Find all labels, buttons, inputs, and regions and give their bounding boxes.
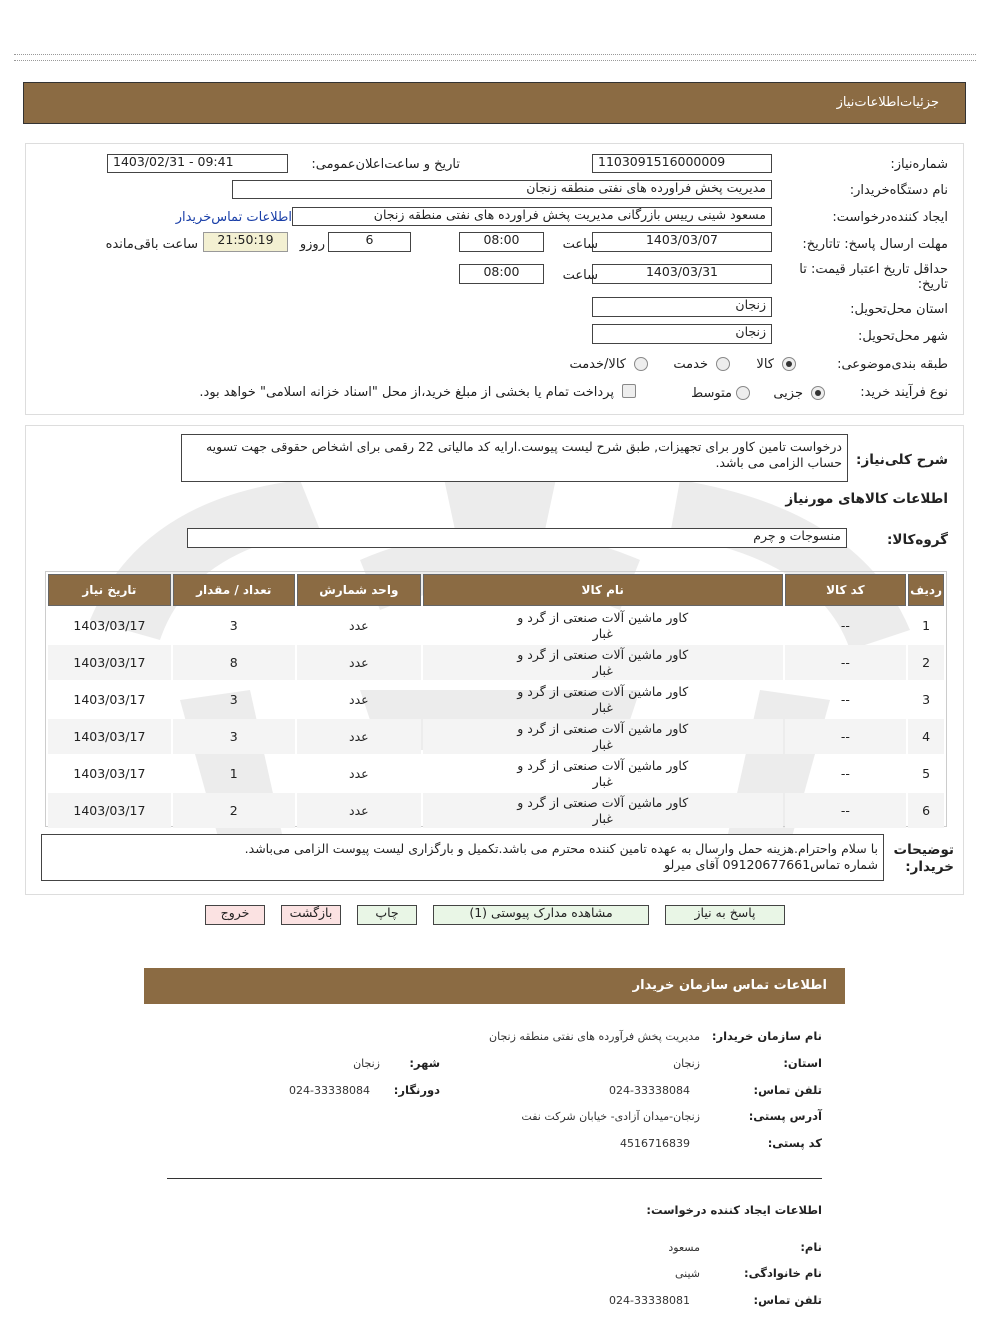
category-option-goods: کالا bbox=[756, 357, 774, 372]
cell-unit: عدد bbox=[297, 719, 421, 754]
process-option-medium: متوسط bbox=[691, 386, 732, 401]
deadline-date-field: 1403/03/07 bbox=[592, 232, 772, 252]
back-button[interactable]: بازگشت bbox=[281, 905, 341, 925]
cell-row: 2 bbox=[908, 645, 944, 680]
cell-unit: عدد bbox=[297, 645, 421, 680]
validity-label: حداقل تاریخ اعتبار قیمت: تا تاریخ: bbox=[799, 262, 948, 292]
remaining-label: ساعت باقی‌مانده bbox=[105, 237, 198, 252]
cell-row: 1 bbox=[922, 618, 931, 633]
cell-code: -- bbox=[785, 793, 907, 828]
province-label: استان محل‌تحویل: bbox=[850, 302, 948, 317]
attachments-button[interactable]: مشاهده مدارک پیوستی (1) bbox=[433, 905, 649, 925]
table-row bbox=[48, 682, 944, 717]
process-radio-medium[interactable] bbox=[736, 386, 750, 400]
process-label: نوع فرآیند خرید: bbox=[860, 385, 948, 400]
category-radio-service[interactable] bbox=[716, 357, 730, 371]
table-row bbox=[48, 608, 944, 643]
goods-table bbox=[46, 572, 946, 830]
days-field: 6 bbox=[328, 232, 411, 252]
col-qty: تعداد / مقدار bbox=[173, 574, 295, 606]
buyer-notes-field bbox=[41, 834, 884, 881]
category-radio-both[interactable] bbox=[634, 357, 648, 371]
cell-name bbox=[423, 719, 783, 754]
need-number-label: شماره‌نیاز: bbox=[890, 157, 948, 172]
cell-name bbox=[423, 608, 783, 643]
contact-divider bbox=[167, 1178, 822, 1179]
contact-header bbox=[144, 968, 845, 1004]
table-row bbox=[48, 719, 944, 754]
process-option-minor: جزیی bbox=[773, 386, 803, 401]
goods-section-title: اطلاعات کالاهای مورنیاز bbox=[785, 491, 948, 507]
contact-province-value: زنجان bbox=[673, 1057, 700, 1070]
treasury-checkbox[interactable] bbox=[622, 384, 636, 398]
cell-unit: عدد bbox=[349, 766, 369, 781]
cell-row: 3 bbox=[922, 692, 931, 707]
category-option-service: خدمت bbox=[673, 357, 708, 372]
cell-unit: عدد bbox=[349, 692, 369, 707]
cell-date: 1403/03/17 bbox=[48, 719, 171, 754]
cell-date: 1403/03/17 bbox=[73, 618, 146, 633]
category-option-both: کالا/خدمت bbox=[569, 357, 626, 372]
contact-org-label: نام سازمان خریدار: bbox=[711, 1029, 822, 1043]
need-number-field: 1103091516000009 bbox=[592, 154, 772, 173]
contact-org-value: مدیریت پخش فرآورده های نفتی منطقه زنجان bbox=[489, 1030, 700, 1043]
buyer-notes-line2: شماره تماس09120677661 آقای میرلو bbox=[664, 857, 878, 872]
cell-qty: 8 bbox=[173, 645, 295, 680]
cell-row: 6 bbox=[908, 793, 944, 828]
contact-city-value: زنجان bbox=[353, 1057, 380, 1070]
contact-province-label: استان: bbox=[783, 1056, 822, 1070]
creator-phone-value: 024-33338081 bbox=[609, 1294, 690, 1307]
table-row bbox=[48, 793, 944, 828]
category-label: طبقه بندی‌موضوعی: bbox=[837, 357, 948, 372]
cell-code: -- bbox=[785, 719, 907, 754]
deadline-label: مهلت ارسال پاسخ: تاتاریخ: bbox=[802, 237, 948, 252]
cell-date: 1403/03/17 bbox=[73, 692, 146, 707]
description-field: درخواست تامین کاور برای تجهیزات, طبق شرح لیست پیوست.ارایه کد مالیاتی 22 رقمی برای اشخاص حقوقی جهت تسویه حساب الزامی می باشد. bbox=[181, 434, 848, 482]
col-row: ردیف bbox=[908, 574, 944, 606]
description-label: شرح کلی‌نیاز: bbox=[856, 452, 948, 468]
cell-name bbox=[423, 756, 783, 791]
cell-name bbox=[423, 645, 783, 680]
buyer-org-label: نام دستگاه‌خریدار: bbox=[849, 183, 948, 198]
process-radio-minor[interactable] bbox=[811, 386, 825, 400]
contact-fax-value: 024-33338084 bbox=[289, 1084, 370, 1097]
contact-fax-label: دورنگار: bbox=[393, 1083, 440, 1097]
contact-postal-value: 4516716839 bbox=[620, 1137, 690, 1150]
cell-code: -- bbox=[785, 645, 907, 680]
validity-time-label: ساعت bbox=[562, 268, 598, 283]
col-unit: واحد شمارش bbox=[297, 574, 421, 606]
category-radio-goods[interactable] bbox=[782, 357, 796, 371]
cell-name-text: کاور ماشین آلات صنعتی از گرد و غبار bbox=[517, 646, 689, 678]
contact-city-label: شهر: bbox=[409, 1056, 440, 1070]
cell-name-text: کاور ماشین آلات صنعتی از گرد و غبار bbox=[517, 794, 689, 826]
cell-name-text: کاور ماشین آلات صنعتی از گرد و غبار bbox=[517, 683, 689, 715]
contact-address-value: زنجان-میدان آزادی- خیابان شرکت نفت bbox=[521, 1110, 700, 1123]
page-title: جزئیات‌اطلاعات‌نیاز bbox=[836, 95, 939, 110]
contact-phone-label: تلفن تماس: bbox=[753, 1083, 822, 1097]
goods-table-wrap bbox=[45, 571, 947, 827]
cell-qty: 2 bbox=[173, 793, 295, 828]
cell-code: -- bbox=[840, 692, 850, 707]
contact-phone-value: 024-33338084 bbox=[609, 1084, 690, 1097]
col-date: تاریخ نیاز bbox=[48, 574, 171, 606]
cell-code: -- bbox=[840, 766, 850, 781]
cell-name-text: کاور ماشین آلات صنعتی از گرد و غبار bbox=[517, 757, 689, 789]
creator-info-title: اطلاعات ایجاد کننده درخواست: bbox=[646, 1203, 822, 1217]
deadline-time-field: 08:00 bbox=[459, 232, 544, 252]
cell-qty: 1 bbox=[229, 766, 238, 781]
cell-name-text: کاور ماشین آلات صنعتی از گرد و غبار bbox=[517, 609, 689, 641]
contact-postal-label: کد پستی: bbox=[767, 1136, 822, 1150]
cell-qty: 3 bbox=[229, 692, 238, 707]
cell-name bbox=[423, 682, 783, 717]
buyer-org-field: مدیریت پخش فراورده های نفتی منطقه زنجان bbox=[232, 180, 772, 199]
creator-family-label: نام خانوادگی: bbox=[744, 1266, 822, 1280]
reply-button[interactable]: پاسخ به نیاز bbox=[665, 905, 785, 925]
table-row bbox=[48, 645, 944, 680]
creator-label: ایجاد کننده‌درخواست: bbox=[832, 210, 948, 225]
cell-row: 5 bbox=[922, 766, 931, 781]
creator-phone-label: تلفن تماس: bbox=[753, 1293, 822, 1307]
contact-address-label: آدرس پستی: bbox=[748, 1109, 822, 1123]
announce-label: تاریخ و ساعت‌اعلان‌عمومی: bbox=[311, 157, 460, 172]
cell-name bbox=[423, 793, 783, 828]
buyer-contact-link[interactable]: اطلاعات تماس‌خریدار bbox=[175, 210, 292, 225]
payment-note: پرداخت تمام یا بخشی از مبلغ خرید،از محل "اسناد خزانه اسلامی" خواهد بود. bbox=[199, 385, 614, 400]
remaining-timer: 21:50:19 bbox=[203, 232, 288, 252]
city-label: شهر محل‌تحویل: bbox=[858, 329, 948, 344]
buyer-notes-label: توضیحات خریدار: bbox=[893, 842, 954, 875]
col-code: کد کالا bbox=[785, 574, 907, 606]
goods-table-header bbox=[48, 574, 944, 606]
validity-time-field: 08:00 bbox=[459, 264, 544, 284]
cell-date: 1403/03/17 bbox=[48, 793, 171, 828]
city-field: زنجان bbox=[592, 324, 772, 344]
cell-unit: عدد bbox=[297, 793, 421, 828]
cell-qty: 3 bbox=[229, 618, 238, 633]
cell-date: 1403/03/17 bbox=[73, 766, 146, 781]
top-divider bbox=[14, 54, 976, 61]
goods-group-label: گروه‌کالا: bbox=[887, 532, 948, 548]
deadline-time-label: ساعت bbox=[562, 237, 598, 252]
table-row bbox=[48, 756, 944, 791]
page-header bbox=[23, 82, 966, 124]
cell-row: 4 bbox=[908, 719, 944, 754]
days-label: روزو bbox=[299, 237, 325, 252]
validity-date-field: 1403/03/31 bbox=[592, 264, 772, 284]
creator-name-value: مسعود bbox=[668, 1241, 700, 1254]
announce-field: 1403/02/31 - 09:41 bbox=[107, 154, 288, 173]
province-field: زنجان bbox=[592, 297, 772, 317]
creator-name-label: نام: bbox=[800, 1240, 822, 1254]
cell-date: 1403/03/17 bbox=[48, 645, 171, 680]
cell-qty: 3 bbox=[173, 719, 295, 754]
cell-code: -- bbox=[840, 618, 850, 633]
exit-button[interactable]: خروج bbox=[205, 905, 265, 925]
buyer-notes-line1: با سلام واحترام.هزینه حمل وارسال به عهده تامین کننده محترم می باشد.تکمیل و بارگزاری لیست پیوست الزامی می‌باشد. bbox=[244, 841, 878, 856]
cell-unit: عدد bbox=[349, 618, 369, 633]
print-button[interactable]: چاپ bbox=[357, 905, 417, 925]
contact-title: اطلاعات تماس سازمان خریدار bbox=[632, 978, 827, 993]
creator-field: مسعود شینی رییس بازرگانی مدیریت پخش فراورده های نفتی منطقه زنجان bbox=[292, 207, 772, 226]
creator-family-value: شینی bbox=[674, 1267, 700, 1280]
col-name: نام کالا bbox=[423, 574, 783, 606]
goods-group-field: منسوجات و چرم bbox=[187, 528, 847, 548]
cell-name-text: کاور ماشین آلات صنعتی از گرد و غبار bbox=[517, 720, 689, 752]
